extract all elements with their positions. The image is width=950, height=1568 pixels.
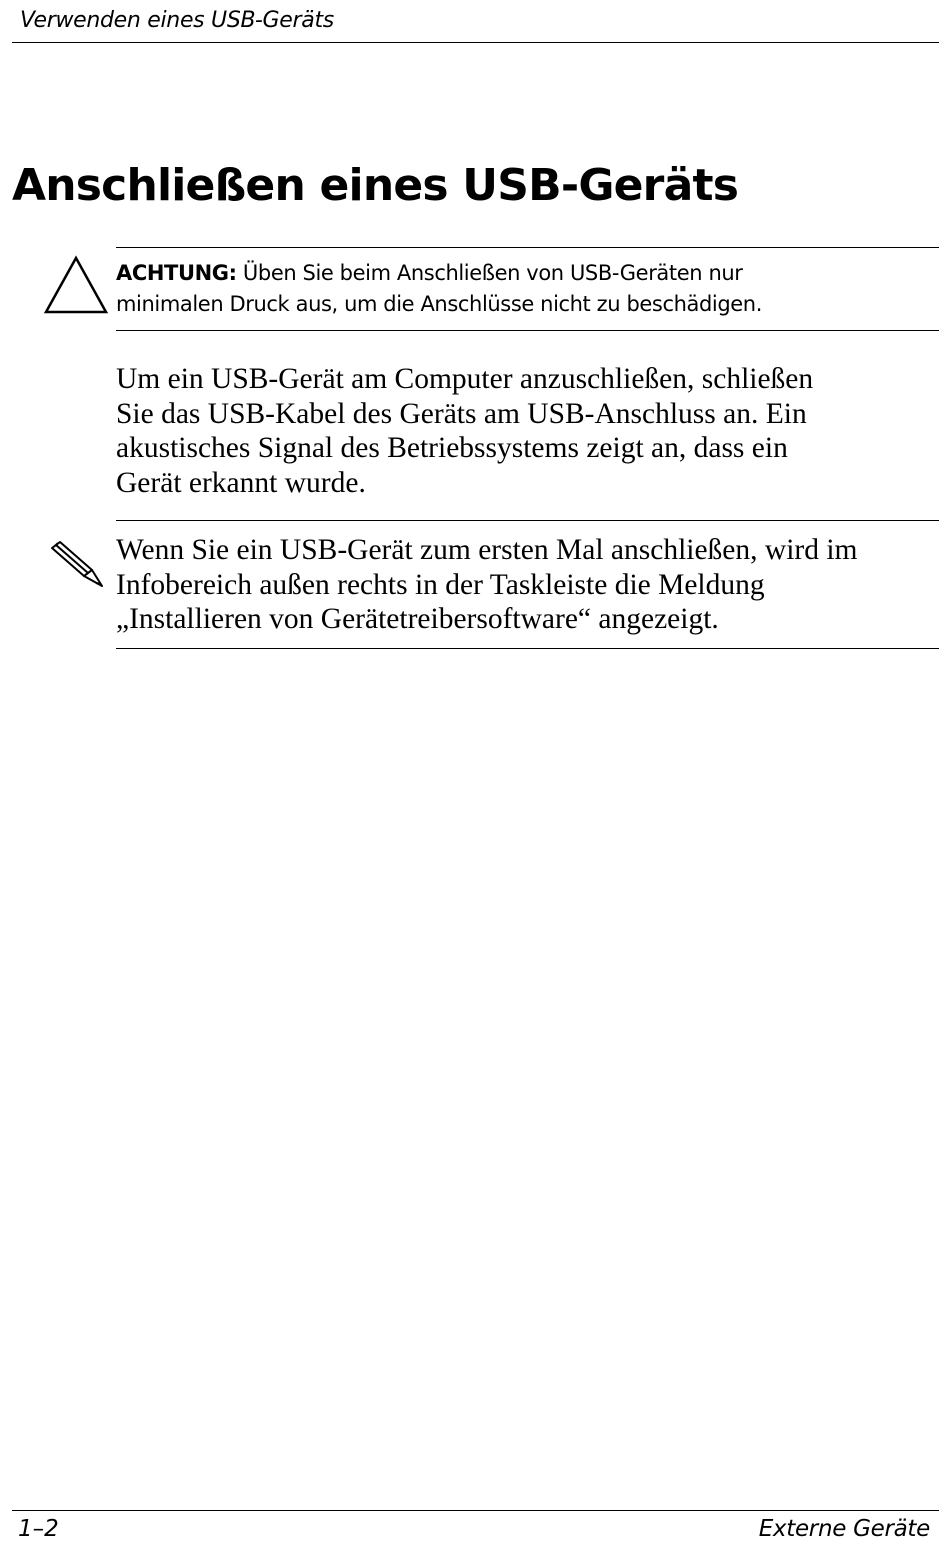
body-line: Um ein USB-Gerät am Computer anzuschließen, schließen <box>116 363 814 395</box>
body-paragraph <box>116 362 936 500</box>
footer-rule <box>12 1510 939 1511</box>
pencil-note-icon <box>46 540 106 592</box>
page-number: 1–2 <box>18 1516 59 1542</box>
running-header: Verwenden eines USB-Geräts <box>20 8 334 33</box>
note-bottom-rule <box>116 648 939 649</box>
footer-chapter: Externe Geräte <box>758 1516 930 1542</box>
note-block <box>116 533 946 637</box>
note-line: „Installieren von Gerätetreibersoftware“ angezeigt. <box>116 603 719 635</box>
caution-block <box>116 258 936 320</box>
note-top-rule <box>116 520 939 521</box>
body-line: Gerät erkannt wurde. <box>116 466 366 499</box>
note-line: Wenn Sie ein USB-Gerät zum ersten Mal anschließen, wird im <box>116 534 858 566</box>
caution-line-1 <box>116 258 936 289</box>
warning-triangle-icon <box>43 255 109 315</box>
caution-bottom-rule <box>116 330 939 331</box>
caution-label: ACHTUNG: <box>116 261 237 285</box>
caution-top-rule <box>116 247 939 248</box>
caution-line-1-text: Üben Sie beim Anschließen von USB-Geräten nur <box>236 261 743 285</box>
body-line: Sie das USB-Kabel des Geräts am USB-Anschluss an. Ein <box>116 397 807 430</box>
header-rule <box>12 42 939 43</box>
note-line: Infobereich außen rechts in der Taskleiste die Meldung <box>116 568 765 601</box>
section-title: Anschließen eines USB-Geräts <box>12 160 739 211</box>
caution-line-2: minimalen Druck aus, um die Anschlüsse nicht zu beschädigen. <box>116 292 762 316</box>
body-line: akustisches Signal des Betriebssystems zeigt an, dass ein <box>116 432 788 464</box>
